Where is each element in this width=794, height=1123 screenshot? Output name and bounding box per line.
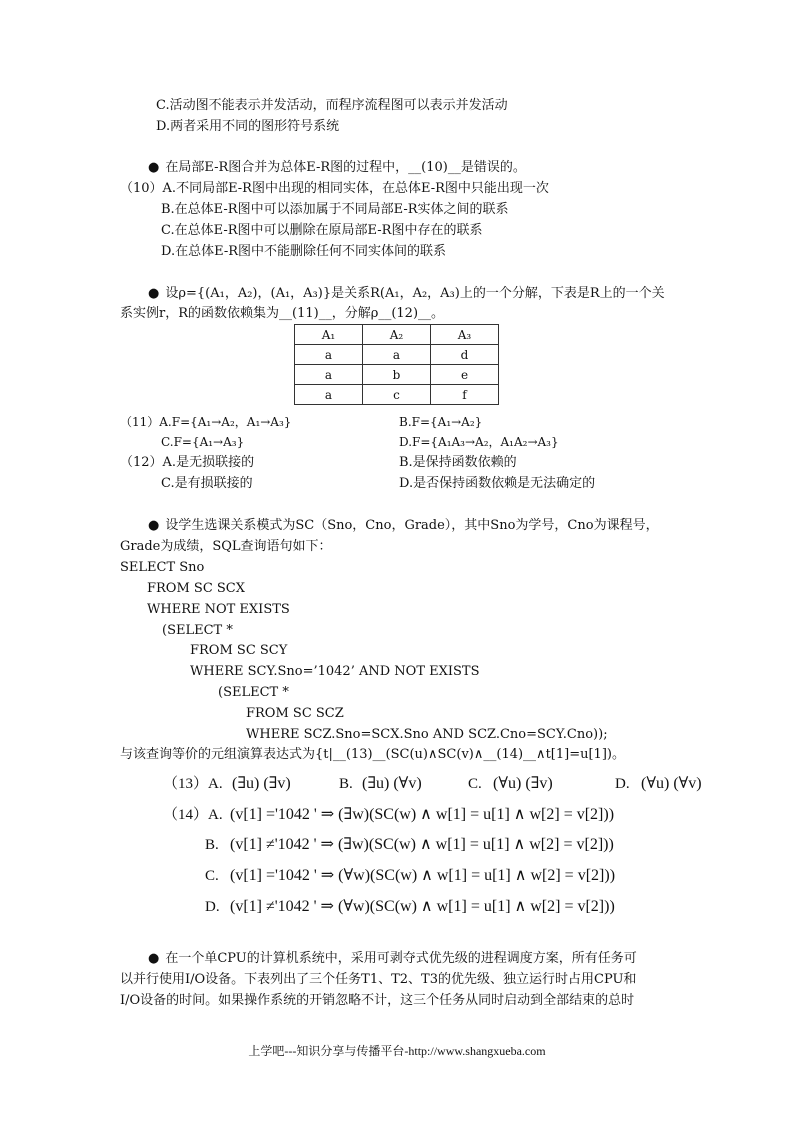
q14-option-b-label: B.: [205, 837, 219, 853]
q12-option-d: D.是否保持函数依赖是无法确定的: [399, 476, 596, 491]
q13-option-b-label: B.: [339, 776, 353, 792]
q13-option-c: (∀u) (∃v): [493, 775, 553, 792]
q11-option-b: B.F={A₁→A₂}: [399, 415, 483, 429]
q10-option-c: C.在总体E-R图中可以删除在原局部E-R图中存在的联系: [161, 223, 483, 238]
table-cell: a: [295, 385, 363, 405]
q11-option-c: C.F={A₁→A₃}: [161, 435, 245, 449]
table-cell: f: [431, 385, 499, 405]
q11-stem: ● 设ρ={(A₁，A₂)，(A₁，A₃)}是关系R(A₁，A₂，A₃)上的一个分解，下表是R上的一个关: [148, 286, 665, 301]
table-cell: b: [363, 365, 431, 385]
sql-line: WHERE SCY.Sno=’1042’ AND NOT EXISTS: [190, 664, 480, 679]
q14-option-a-label: （14）A.: [163, 807, 223, 823]
sql-line: SELECT Sno: [120, 560, 205, 575]
q10-option-a: （10）A.不同局部E-R图中出现的相同实体，在总体E-R图中只能出现一次: [120, 181, 549, 196]
table-cell: e: [431, 365, 499, 385]
table-cell: a: [363, 345, 431, 365]
q13-option-c-label: C.: [468, 776, 482, 792]
q10-option-b: B.在总体E-R图中可以添加属于不同局部E-R实体之间的联系: [161, 202, 509, 217]
q12-option-c: C.是有损联接的: [161, 476, 253, 491]
q10-stem: ● 在局部E-R图合并为总体E-R图的过程中，__(10)__是错误的。: [148, 160, 526, 175]
q15-stem: ● 在一个单CPU的计算机系统中，采用可剥夺式优先级的进程调度方案，所有任务可: [148, 951, 637, 966]
table-row: [295, 365, 499, 385]
bullet-icon: ●: [148, 518, 160, 533]
q13-option-b: (∃u) (∀v): [362, 775, 422, 792]
q14-option-b: (v[1] ≠'1042 ' ⇒ (∃w)(SC(w) ∧ w[1] = u[1] ∧ w[2] = v[2])): [230, 836, 614, 853]
q15-stem-line2: 以并行使用I/O设备。下表列出了三个任务T1、T2、T3的优先级、独立运行时占用CPU和: [120, 972, 637, 987]
q9-option-c: C.活动图不能表示并发活动，而程序流程图可以表示并发活动: [156, 98, 508, 113]
q13-equiv-expression: 与该查询等价的元组演算表达式为{t|__(13)__(SC(u)∧SC(v)∧__(14)__∧t[1]=u[1])。: [120, 747, 625, 762]
q10-option-d: D.在总体E-R图中不能删除任何不同实体间的联系: [161, 244, 447, 259]
q11-option-a: （11）A.F={A₁→A₂，A₁→A₃}: [120, 415, 292, 429]
q13-option-a: (∃u) (∃v): [232, 775, 291, 792]
table-header-cell: A₃: [431, 325, 499, 345]
bullet-icon: ●: [148, 160, 160, 175]
q9-option-d: D.两者采用不同的图形符号系统: [156, 119, 340, 134]
table-row: [295, 385, 499, 405]
q14-option-c: (v[1] ='1042 ' ⇒ (∀w)(SC(w) ∧ w[1] = u[1] ∧ w[2] = v[2])): [230, 867, 616, 884]
table-header-row: [295, 325, 499, 345]
q13-stem-cont: Grade为成绩，SQL查询语句如下：: [120, 539, 332, 554]
relation-table: [294, 324, 499, 405]
sql-line: FROM SC SCY: [190, 643, 288, 658]
sql-line: (SELECT *: [218, 685, 289, 700]
table-cell: d: [431, 345, 499, 365]
sql-line: FROM SC SCX: [147, 581, 246, 596]
bullet-icon: ●: [148, 286, 160, 301]
sql-line: WHERE NOT EXISTS: [147, 602, 290, 617]
table-cell: a: [295, 365, 363, 385]
page-footer: 上学吧---知识分享与传播平台-http://www.shangxueba.com: [248, 1044, 546, 1058]
q13-stem: ● 设学生选课关系模式为SC（Sno，Cno，Grade），其中Sno为学号，Cno为课程号，: [148, 518, 659, 533]
table-cell: c: [363, 385, 431, 405]
q11-stem-cont: 系实例r，R的函数依赖集为__(11)__，分解ρ__(12)__。: [120, 306, 445, 321]
q14-option-d: (v[1] ≠'1042 ' ⇒ (∀w)(SC(w) ∧ w[1] = u[1] ∧ w[2] = v[2])): [230, 898, 615, 915]
table-header-cell: A₂: [363, 325, 431, 345]
q14-option-d-label: D.: [205, 899, 220, 915]
sql-line: (SELECT *: [162, 623, 233, 638]
table-cell: a: [295, 345, 363, 365]
q14-option-a: (v[1] ='1042 ' ⇒ (∃w)(SC(w) ∧ w[1] = u[1] ∧ w[2] = v[2])): [230, 806, 615, 823]
table-row: [295, 345, 499, 365]
q12-option-a: （12）A.是无损联接的: [120, 455, 255, 470]
q12-option-b: B.是保持函数依赖的: [399, 455, 517, 470]
bullet-icon: ●: [148, 951, 160, 966]
q15-stem-line3: I/O设备的时间。如果操作系统的开销忽略不计，这三个任务从同时启动到全部结束的总时: [120, 993, 635, 1008]
table-header-cell: A₁: [295, 325, 363, 345]
q13-option-d-label: D.: [615, 776, 630, 792]
q14-option-c-label: C.: [205, 868, 219, 884]
sql-line: WHERE SCZ.Sno=SCX.Sno AND SCZ.Cno=SCY.Cno));: [246, 727, 608, 742]
sql-line: FROM SC SCZ: [246, 706, 344, 721]
q13-option-d: (∀u) (∀v): [641, 775, 702, 792]
q11-option-d: D.F={A₁A₃→A₂，A₁A₂→A₃}: [399, 435, 559, 449]
q13-option-a-label: （13）A.: [163, 776, 223, 792]
